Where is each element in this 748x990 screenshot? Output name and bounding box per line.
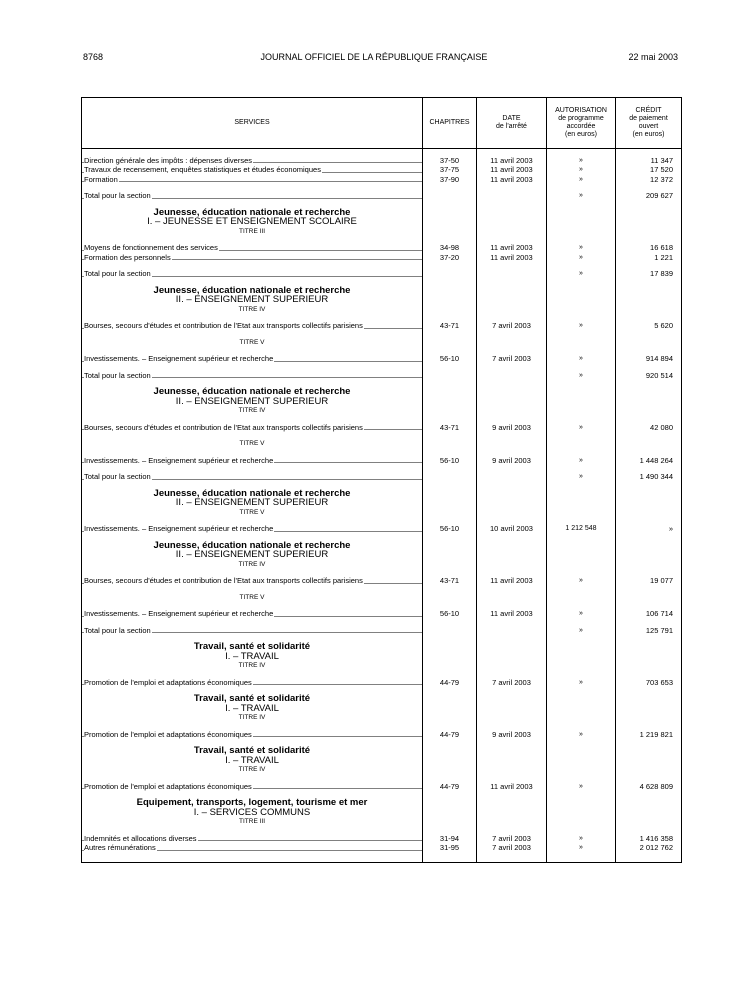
spacer-row [82, 517, 682, 524]
table-row [82, 423, 682, 433]
chapitre-cell [423, 626, 477, 636]
issue-date: 22 mai 2003 [628, 52, 678, 62]
autorisation-cell: » [547, 782, 616, 792]
table-row [82, 782, 682, 792]
credit-cell: 19 077 [616, 576, 682, 586]
spacer-row [82, 569, 682, 576]
total-row [82, 191, 682, 201]
chapitre-cell: 56-10 [423, 354, 477, 364]
autorisation-cell: » [547, 472, 616, 482]
spacer-row [82, 602, 682, 609]
section-heading: II. – ENSEIGNEMENT SUPÉRIEUR [82, 397, 423, 407]
titre-heading-row [82, 661, 682, 671]
total-label: Total pour la section [82, 269, 423, 279]
date-cell: 7 avril 2003 [477, 834, 547, 844]
ministry-heading: Jeunesse, éducation nationale et recherche [82, 208, 423, 218]
date-cell [477, 371, 547, 381]
chapitre-cell [423, 191, 477, 201]
titre-heading-row [82, 439, 682, 449]
credit-cell: 125 791 [616, 626, 682, 636]
titre-heading-row [82, 338, 682, 348]
chapitre-cell: 34-98 [423, 243, 477, 253]
service-label: Indemnités et allocations diverses [82, 834, 423, 844]
chapitre-cell [423, 371, 477, 381]
titre-heading: TITRE V [82, 593, 423, 603]
ministry-heading-row [82, 642, 682, 652]
section-heading-row [82, 550, 682, 560]
titre-heading-row [82, 406, 682, 416]
spacer-row [82, 827, 682, 834]
titre-heading-row [82, 765, 682, 775]
chapitre-cell: 31-95 [423, 843, 477, 853]
section-heading: I. – SERVICES COMMUNS [82, 808, 423, 818]
date-cell: 7 avril 2003 [477, 354, 547, 364]
ministry-heading-row [82, 798, 682, 808]
titre-heading: TITRE IV [82, 661, 423, 671]
titre-heading-row [82, 593, 682, 603]
credit-cell: » [616, 524, 682, 534]
section-heading: II. – ENSEIGNEMENT SUPÉRIEUR [82, 295, 423, 305]
ministry-heading: Jeunesse, éducation nationale et recherche [82, 489, 423, 499]
credit-cell: 914 894 [616, 354, 682, 364]
autorisation-cell: » [547, 843, 616, 853]
spacer-row [82, 775, 682, 782]
credit-cell: 5 620 [616, 321, 682, 331]
ministry-heading: Jeunesse, éducation nationale et recherche [82, 541, 423, 551]
spacer-row [82, 635, 682, 642]
autorisation-cell: » [547, 678, 616, 688]
service-label: Moyens de fonctionnement des services [82, 243, 423, 253]
spacer-row [82, 314, 682, 321]
autorisation-cell: » [547, 253, 616, 263]
autorisation-cell: » [547, 423, 616, 433]
date-cell: 11 avril 2003 [477, 609, 547, 619]
titre-heading: TITRE V [82, 338, 423, 348]
credit-cell: 2 012 762 [616, 843, 682, 853]
spacer-row [82, 739, 682, 746]
spacer-row [82, 687, 682, 694]
chapitre-cell: 43-71 [423, 321, 477, 331]
section-heading-row [82, 652, 682, 662]
section-heading-row [82, 704, 682, 714]
date-cell: 7 avril 2003 [477, 843, 547, 853]
date-cell: 11 avril 2003 [477, 243, 547, 253]
spacer-row [82, 331, 682, 338]
section-heading: I. – JEUNESSE ET ENSEIGNEMENT SCOLAIRE [82, 217, 423, 227]
titre-heading: TITRE V [82, 508, 423, 518]
autorisation-cell: » [547, 626, 616, 636]
credit-cell: 17 520 [616, 165, 682, 175]
titre-heading: TITRE IV [82, 713, 423, 723]
autorisation-cell: » [547, 156, 616, 166]
titre-heading: TITRE V [82, 439, 423, 449]
service-label: Promotion de l'emploi et adaptations économiques [82, 678, 423, 688]
section-heading-row [82, 217, 682, 227]
date-cell: 11 avril 2003 [477, 782, 547, 792]
service-label: Direction générale des impôts : dépenses diverses [82, 156, 423, 166]
titre-heading-row [82, 227, 682, 237]
chapitre-cell: 37-90 [423, 175, 477, 185]
date-cell: 10 avril 2003 [477, 524, 547, 534]
service-label: Bourses, secours d'études et contribution de l'Etat aux transports collectifs parisiens [82, 423, 423, 433]
credit-cell: 4 628 809 [616, 782, 682, 792]
autorisation-cell: » [547, 834, 616, 844]
chapitre-cell: 43-71 [423, 423, 477, 433]
table-row [82, 175, 682, 185]
col-services-header: SERVICES [82, 98, 423, 149]
chapitre-cell: 44-79 [423, 678, 477, 688]
credit-cell: 12 372 [616, 175, 682, 185]
autorisation-cell: » [547, 191, 616, 201]
date-cell: 9 avril 2003 [477, 423, 547, 433]
chapitre-cell: 31-94 [423, 834, 477, 844]
date-cell: 11 avril 2003 [477, 253, 547, 263]
total-row [82, 626, 682, 636]
section-heading-row [82, 397, 682, 407]
ministry-heading: Jeunesse, éducation nationale et recherche [82, 387, 423, 397]
table-bottom-rule [82, 853, 682, 863]
service-label: Travaux de recensement, enquêtes statistiques et études économiques [82, 165, 423, 175]
spacer-row [82, 416, 682, 423]
credit-cell: 17 839 [616, 269, 682, 279]
table-row [82, 843, 682, 853]
table-row [82, 609, 682, 619]
total-label: Total pour la section [82, 371, 423, 381]
autorisation-cell: » [547, 609, 616, 619]
autorisation-cell: 1 212 548 [547, 524, 616, 534]
spacer-row [82, 432, 682, 439]
chapitre-cell: 56-10 [423, 456, 477, 466]
table-row [82, 354, 682, 364]
section-heading: I. – TRAVAIL [82, 652, 423, 662]
date-cell: 11 avril 2003 [477, 165, 547, 175]
chapitre-cell: 43-71 [423, 576, 477, 586]
ministry-heading-row [82, 286, 682, 296]
table-row [82, 243, 682, 253]
titre-heading-row [82, 713, 682, 723]
date-cell: 11 avril 2003 [477, 576, 547, 586]
service-label: Investissements. – Enseignement supérieur et recherche [82, 609, 423, 619]
ministry-heading: Travail, santé et solidarité [82, 642, 423, 652]
autorisation-cell: » [547, 165, 616, 175]
date-cell: 9 avril 2003 [477, 730, 547, 740]
date-cell: 9 avril 2003 [477, 456, 547, 466]
spacer-row [82, 184, 682, 191]
ministry-heading-row [82, 694, 682, 704]
autorisation-cell: » [547, 269, 616, 279]
spacer-row [82, 347, 682, 354]
ministry-heading-row [82, 387, 682, 397]
autorisation-cell: » [547, 354, 616, 364]
credits-table [81, 97, 682, 863]
table-row [82, 834, 682, 844]
credit-cell: 1 219 821 [616, 730, 682, 740]
service-label: Promotion de l'emploi et adaptations économiques [82, 782, 423, 792]
service-label: Investissements. – Enseignement supérieur et recherche [82, 354, 423, 364]
section-heading: I. – TRAVAIL [82, 756, 423, 766]
autorisation-cell: » [547, 730, 616, 740]
date-cell [477, 269, 547, 279]
date-cell [477, 472, 547, 482]
ministry-heading: Jeunesse, éducation nationale et recherche [82, 286, 423, 296]
date-cell: 11 avril 2003 [477, 156, 547, 166]
autorisation-cell: » [547, 456, 616, 466]
service-label: Promotion de l'emploi et adaptations économiques [82, 730, 423, 740]
service-label: Bourses, secours d'études et contribution de l'Etat aux transports collectifs parisiens [82, 576, 423, 586]
date-cell: 7 avril 2003 [477, 678, 547, 688]
credit-cell: 16 618 [616, 243, 682, 253]
titre-heading-row [82, 560, 682, 570]
table-row [82, 456, 682, 466]
table-row [82, 321, 682, 331]
section-heading: I. – TRAVAIL [82, 704, 423, 714]
credit-cell: 920 514 [616, 371, 682, 381]
spacer-row [82, 586, 682, 593]
section-heading: II. – ENSEIGNEMENT SUPÉRIEUR [82, 498, 423, 508]
journal-title: JOURNAL OFFICIEL DE LA RÉPUBLIQUE FRANÇAISE [260, 52, 488, 62]
titre-heading: TITRE IV [82, 305, 423, 315]
table-row [82, 253, 682, 263]
spacer-row [82, 482, 682, 489]
date-cell [477, 626, 547, 636]
ministry-heading-row [82, 489, 682, 499]
autorisation-cell: » [547, 371, 616, 381]
spacer-row [82, 449, 682, 456]
spacer-row [82, 364, 682, 371]
ministry-heading: Equipement, transports, logement, tourisme et mer [82, 798, 423, 808]
service-label: Investissements. – Enseignement supérieur et recherche [82, 524, 423, 534]
credit-cell: 1 490 344 [616, 472, 682, 482]
ministry-heading: Travail, santé et solidarité [82, 746, 423, 756]
titre-heading: TITRE III [82, 817, 423, 827]
total-row [82, 472, 682, 482]
chapitre-cell: 37-50 [423, 156, 477, 166]
section-heading-row [82, 808, 682, 818]
spacer-row [82, 534, 682, 541]
total-label: Total pour la section [82, 191, 423, 201]
titre-heading: TITRE IV [82, 406, 423, 416]
total-row [82, 269, 682, 279]
credit-cell: 1 221 [616, 253, 682, 263]
chapitre-cell [423, 472, 477, 482]
col-credit-header: CRÉDIT de paiement ouvert (en euros) [616, 98, 682, 149]
spacer-row [82, 380, 682, 387]
service-label: Autres rémunérations [82, 843, 423, 853]
autorisation-cell: » [547, 321, 616, 331]
autorisation-cell: » [547, 243, 616, 253]
page-number: 8768 [83, 52, 104, 62]
spacer-row [82, 262, 682, 269]
titre-heading: TITRE IV [82, 560, 423, 570]
spacer-row [82, 149, 682, 156]
titre-heading: TITRE IV [82, 765, 423, 775]
credit-cell: 1 416 358 [616, 834, 682, 844]
date-cell [477, 191, 547, 201]
total-label: Total pour la section [82, 626, 423, 636]
service-label: Investissements. – Enseignement supérieur et recherche [82, 456, 423, 466]
titre-heading: TITRE III [82, 227, 423, 237]
autorisation-cell: » [547, 175, 616, 185]
section-heading-row [82, 756, 682, 766]
date-cell: 7 avril 2003 [477, 321, 547, 331]
col-chapitres-header: CHAPITRES [423, 98, 477, 149]
credit-cell: 106 714 [616, 609, 682, 619]
service-label: Formation des personnels [82, 253, 423, 263]
titre-heading-row [82, 817, 682, 827]
section-heading-row [82, 295, 682, 305]
spacer-row [82, 465, 682, 472]
spacer-row [82, 279, 682, 286]
titre-heading-row [82, 305, 682, 315]
autorisation-cell: » [547, 576, 616, 586]
credit-cell: 703 653 [616, 678, 682, 688]
col-date-header: DATE de l'arrêté [477, 98, 547, 149]
chapitre-cell: 37-20 [423, 253, 477, 263]
titre-heading-row [82, 508, 682, 518]
table-row [82, 576, 682, 586]
credit-cell: 209 627 [616, 191, 682, 201]
ministry-heading: Travail, santé et solidarité [82, 694, 423, 704]
credit-cell: 11 347 [616, 156, 682, 166]
table-row [82, 730, 682, 740]
table-row [82, 524, 682, 534]
table-row [82, 156, 682, 166]
chapitre-cell [423, 269, 477, 279]
table-body [82, 149, 682, 863]
ministry-heading-row [82, 541, 682, 551]
credit-cell: 42 080 [616, 423, 682, 433]
spacer-row [82, 201, 682, 208]
total-row [82, 371, 682, 381]
date-cell: 11 avril 2003 [477, 175, 547, 185]
chapitre-cell: 56-10 [423, 609, 477, 619]
chapitre-cell: 56-10 [423, 524, 477, 534]
total-label: Total pour la section [82, 472, 423, 482]
spacer-row [82, 619, 682, 626]
section-heading: II. – ENSEIGNEMENT SUPÉRIEUR [82, 550, 423, 560]
spacer-row [82, 723, 682, 730]
spacer-row [82, 791, 682, 798]
table-row [82, 678, 682, 688]
table-header-row [82, 98, 682, 149]
table-row [82, 165, 682, 175]
col-autorisation-header: AUTORISATION de programme accordée (en euros) [547, 98, 616, 149]
spacer-row [82, 236, 682, 243]
chapitre-cell: 44-79 [423, 782, 477, 792]
service-label: Bourses, secours d'études et contribution de l'Etat aux transports collectifs parisiens [82, 321, 423, 331]
chapitre-cell: 44-79 [423, 730, 477, 740]
service-label: Formation [82, 175, 423, 185]
chapitre-cell: 37-75 [423, 165, 477, 175]
spacer-row [82, 671, 682, 678]
credit-cell: 1 448 264 [616, 456, 682, 466]
ministry-heading-row [82, 208, 682, 218]
section-heading-row [82, 498, 682, 508]
ministry-heading-row [82, 746, 682, 756]
